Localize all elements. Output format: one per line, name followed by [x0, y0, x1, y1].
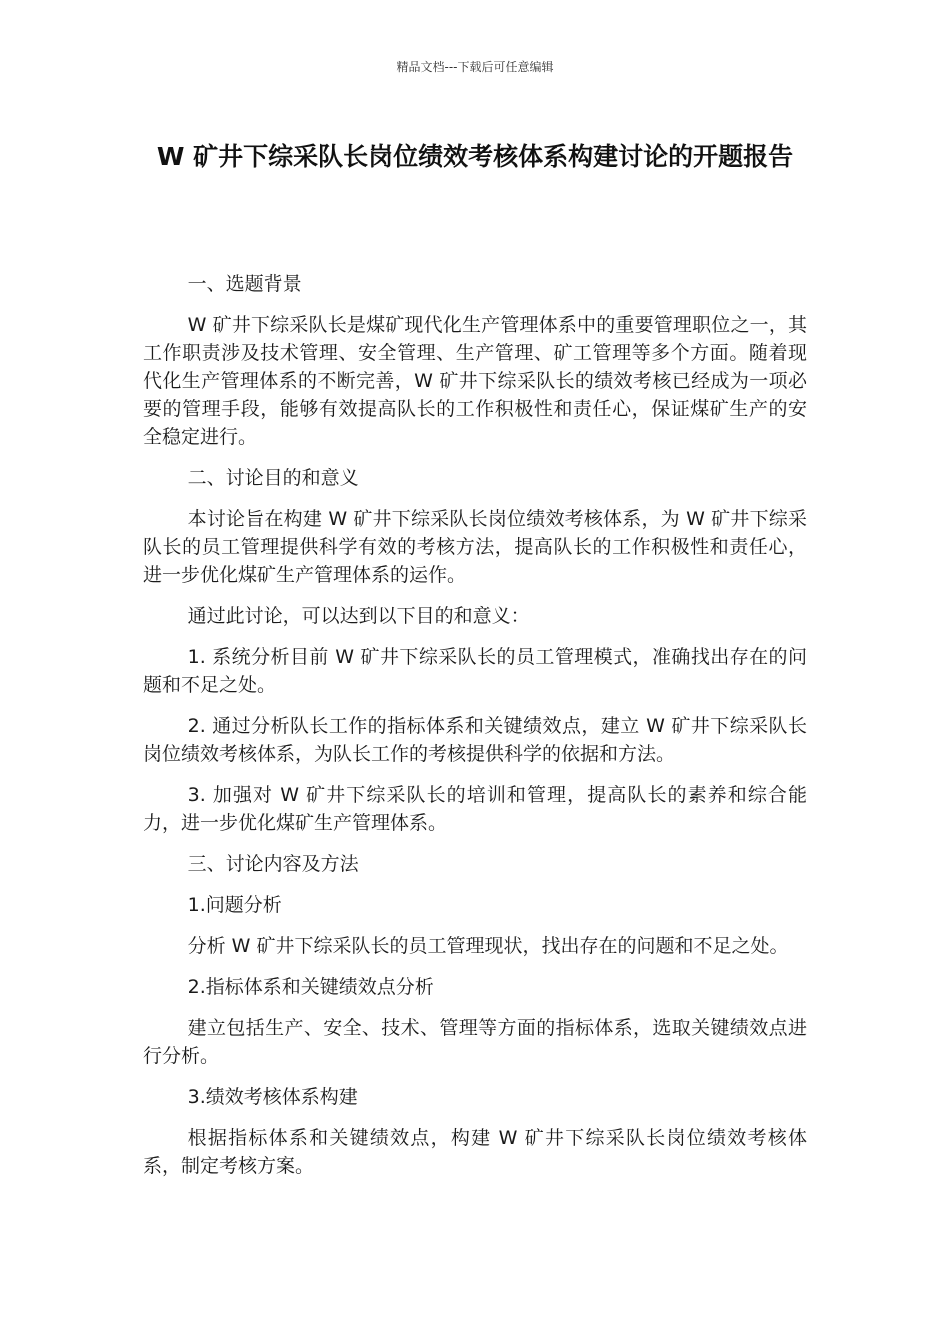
paragraph-problem-analysis: 分析 W 矿井下综采队长的员工管理现状，找出存在的问题和不足之处。	[187, 935, 789, 957]
paragraph-purpose-intro: 通过此讨论，可以达到以下目的和意义：	[187, 605, 530, 627]
section-heading-content-methods: 三、讨论内容及方法	[187, 853, 359, 875]
document-title: W 矿井下综采队长岗位绩效考核体系构建讨论的开题报告	[156, 142, 794, 171]
list-item-purpose-3: 3. 加强对 W 矿井下综采队长的培训和管理，提高队长的素养和综合能力，进一步优化煤矿生产管理体系。	[143, 784, 807, 834]
subheading-system-construction: 3.绩效考核体系构建	[187, 1086, 358, 1108]
list-item-purpose-1: 1. 系统分析目前 W 矿井下综采队长的员工管理模式，准确找出存在的问题和不足之处。	[143, 646, 807, 696]
paragraph-indicator-analysis: 建立包括生产、安全、技术、管理等方面的指标体系，选取关键绩效点进行分析。	[143, 1017, 807, 1067]
header-note: 精品文档---下载后可任意编辑	[396, 60, 554, 74]
list-item-purpose-2: 2. 通过分析队长工作的指标体系和关键绩效点，建立 W 矿井下综采队长岗位绩效考核体系，为队长工作的考核提供科学的依据和方法。	[143, 715, 807, 765]
subheading-problem-analysis: 1.问题分析	[187, 894, 282, 916]
paragraph-purpose: 本讨论旨在构建 W 矿井下综采队长岗位绩效考核体系，为 W 矿井下综采队长的员工管理提供科学有效的考核方法，提高队长的工作积极性和责任心，进一步优化煤矿生产管理体系的运作。	[143, 508, 807, 586]
document-body	[143, 270, 807, 1193]
subheading-indicator-analysis: 2.指标体系和关键绩效点分析	[187, 976, 434, 998]
paragraph-background: W 矿井下综采队长是煤矿现代化生产管理体系中的重要管理职位之一，其工作职责涉及技术管理、安全管理、生产管理、矿工管理等多个方面。随着现代化生产管理体系的不断完善，W 矿井下综采队长的绩效考核已经成为一项必要的管理手段，能够有效提高队长的工作积极性和责任心，保证煤矿生产的安全稳定进行。	[143, 314, 807, 448]
section-heading-purpose: 二、讨论目的和意义	[187, 467, 359, 489]
section-heading-background: 一、选题背景	[187, 273, 302, 295]
paragraph-system-construction: 根据指标体系和关键绩效点，构建 W 矿井下综采队长岗位绩效考核体系，制定考核方案。	[143, 1127, 807, 1177]
